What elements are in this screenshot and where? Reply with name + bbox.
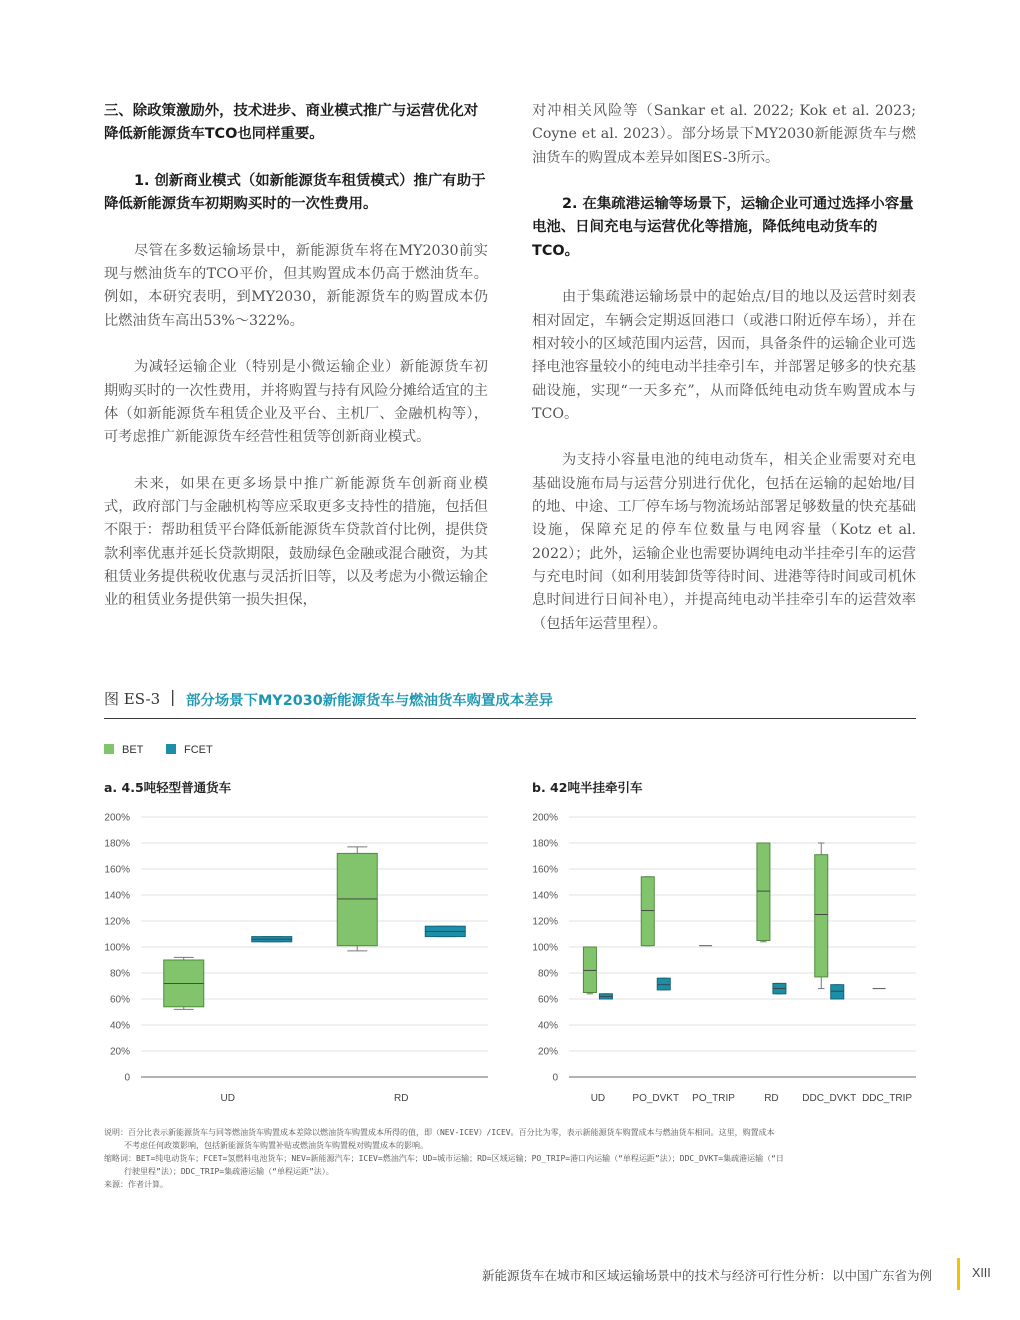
y-tick-label: 200% xyxy=(532,812,558,824)
paragraph-continued: 对冲相关风险等（Sankar et al. 2022; Kok et al. 2023; Coyne et al. 2023）。部分场景下MY2030新能源货车与燃油货车的购置成本差异如图ES-3所示。 xyxy=(532,103,916,166)
y-tick-label: 0 xyxy=(124,1072,130,1084)
box-bet xyxy=(815,855,828,977)
y-tick-label: 40% xyxy=(537,1020,558,1032)
box-bet xyxy=(641,877,654,946)
y-tick-label: 40% xyxy=(109,1020,130,1032)
y-tick-label: 120% xyxy=(104,916,130,928)
box-bet xyxy=(757,843,770,941)
y-tick-label: 20% xyxy=(109,1046,130,1058)
y-tick-label: 100% xyxy=(104,942,130,954)
legend-swatch-bet xyxy=(104,744,114,754)
section-heading: 三、除政策激励外，技术进步、商业模式推广与运营优化对降低新能源货车TCO也同样重要。 xyxy=(104,103,479,143)
note-explanation: 说明：百分比表示新能源货车与同等燃油货车购置成本差除以燃油货车购置成本所得的值，即（NEV-ICEV）/ICEV。百分比为零，表示新能源货车购置成本与燃油货车相同。这里，购置成本 xyxy=(104,1128,775,1137)
y-tick-label: 200% xyxy=(104,812,130,824)
y-tick-label: 140% xyxy=(104,890,130,902)
note-abbreviations-cont: 行驶里程”法）；DDC_TRIP=集疏港运输（“单程运距”法）。 xyxy=(124,1167,334,1176)
paragraph-4: 由于集疏港运输场景中的起始点/目的地以及运营时刻表相对固定，车辆会定期返回港口（或港口附近停车场），并在相对较小的区域范围内运营，因而，具备条件的运输企业可选择电池容量较小的纯电动半挂牵引车，并部署足够多的快充基础设施，实现“一天多充”，从而降低纯电动货车购置成本与TCO。 xyxy=(532,289,916,422)
legend-item-fcet xyxy=(166,744,213,756)
legend-label-bet: BET xyxy=(122,744,144,756)
y-tick-label: 80% xyxy=(537,968,558,980)
x-tick-label: UD xyxy=(590,1093,606,1104)
sub-heading-1: 1. 创新商业模式（如新能源货车租赁模式）推广有助于降低新能源货车初期购买时的一次性费用。 xyxy=(104,172,486,213)
note-explanation-cont: 不考虑任何政策影响，包括新能源货车购置补贴或燃油货车购置税对购置成本的影响。 xyxy=(124,1141,428,1150)
left-column xyxy=(104,100,488,613)
y-tick-label: 100% xyxy=(532,942,558,954)
y-tick-label: 60% xyxy=(537,994,558,1006)
figure-header xyxy=(104,686,916,719)
panel-a-title: a. 4.5吨轻型普通货车 xyxy=(104,780,232,795)
footer-title: 新能源货车在城市和区域运输场景中的技术与经济可行性分析：以中国广东省为例 xyxy=(481,1268,932,1283)
box-fcet xyxy=(831,985,844,999)
figure-separator: | xyxy=(170,687,176,706)
right-column xyxy=(532,100,916,636)
panel-b-title: b. 42吨半挂牵引车 xyxy=(532,780,643,795)
legend-item-bet xyxy=(104,744,143,756)
paragraph-3: 未来，如果在更多场景中推广新能源货车创新商业模式，政府部门与金融机构等应采取更多支持性的措施，包括但不限于：帮助租赁平台降低新能源货车贷款首付比例，提供贷款利率优惠并延长贷款期限，鼓励绿色金融或混合融资，为其租赁业务提供税收优惠与灵活折旧等，以及考虑为小微运输企业的租赁业务提供第一损失担保， xyxy=(104,475,488,609)
chart-panel-a xyxy=(96,800,496,1110)
y-tick-label: 180% xyxy=(104,838,130,850)
y-tick-label: 120% xyxy=(532,916,558,928)
page-number: XIII xyxy=(972,1266,991,1280)
legend-label-fcet: FCET xyxy=(184,744,213,756)
y-tick-label: 80% xyxy=(109,968,130,980)
y-tick-label: 60% xyxy=(109,994,130,1006)
note-abbreviations: 缩略词：BET=纯电动货车；FCET=氢燃料电池货车；NEV=新能源汽车；ICEV=燃油汽车；UD=城市运输；RD=区域运输；PO_TRIP=港口内运输（“单程运距”法）；DDC_DVKT=集疏港运输（“日 xyxy=(104,1154,784,1163)
box-bet xyxy=(583,947,596,993)
paragraph-2: 为减轻运输企业（特别是小微运输企业）新能源货车初期购买时的一次性费用，并将购置与持有风险分摊给适宜的主体（如新能源货车租赁企业及平台、主机厂、金融机构等），可考虑推广新能源货车经营性租赁等创新商业模式。 xyxy=(104,359,488,446)
x-tick-label: RD xyxy=(394,1093,409,1104)
y-tick-label: 0 xyxy=(552,1072,558,1084)
x-tick-label: DDC_TRIP xyxy=(862,1093,913,1104)
y-tick-label: 160% xyxy=(532,864,558,876)
sub-heading-2: 2. 在集疏港运输等场景下，运输企业可通过选择小容量电池、日间充电与运营优化等措施，降低纯电动货车的TCO。 xyxy=(532,196,914,259)
box-fcet xyxy=(657,978,670,990)
x-tick-label: UD xyxy=(220,1093,235,1104)
footer-divider xyxy=(957,1258,960,1290)
y-tick-label: 180% xyxy=(532,838,558,850)
figure-notes xyxy=(104,1126,919,1191)
figure-title: 部分场景下MY2030新能源货车与燃油货车购置成本差异 xyxy=(186,693,553,709)
figure-label: 图 ES-3 xyxy=(104,690,161,708)
legend-swatch-fcet xyxy=(166,744,176,754)
note-source: 来源：作者计算。 xyxy=(104,1180,168,1189)
y-tick-label: 20% xyxy=(537,1046,558,1058)
y-tick-label: 140% xyxy=(532,890,558,902)
box-bet xyxy=(337,853,377,945)
x-tick-label: RD xyxy=(764,1093,779,1104)
x-tick-label: PO_DVKT xyxy=(632,1093,680,1104)
x-tick-label: DDC_DVKT xyxy=(802,1093,857,1104)
x-tick-label: PO_TRIP xyxy=(692,1093,735,1104)
y-tick-label: 160% xyxy=(104,864,130,876)
chart-panel-b xyxy=(524,800,924,1110)
paragraph-5: 为支持小容量电池的纯电动货车，相关企业需要对充电基础设施布局与运营分别进行优化，包括在运输的起始地/目的地、中途、工厂停车场与物流场站部署足够数量的快充基础设施，保障充足的停车位数量与电网容量（Kotz et al. 2022）；此外，运输企业也需要协调纯电动半挂牵引车的运营与充电时间（如利用装卸货等待时间、进港等待时间或司机休息时间进行日间补电），并提高纯电动半挂牵引车的运营效率（包括年运营里程）。 xyxy=(532,452,916,632)
paragraph-1: 尽管在多数运输场景中，新能源货车将在MY2030前实现与燃油货车的TCO平价，但其购置成本仍高于燃油货车。例如，本研究表明，到MY2030，新能源货车的购置成本仍比燃油货车高出53%～322%。 xyxy=(104,242,488,329)
